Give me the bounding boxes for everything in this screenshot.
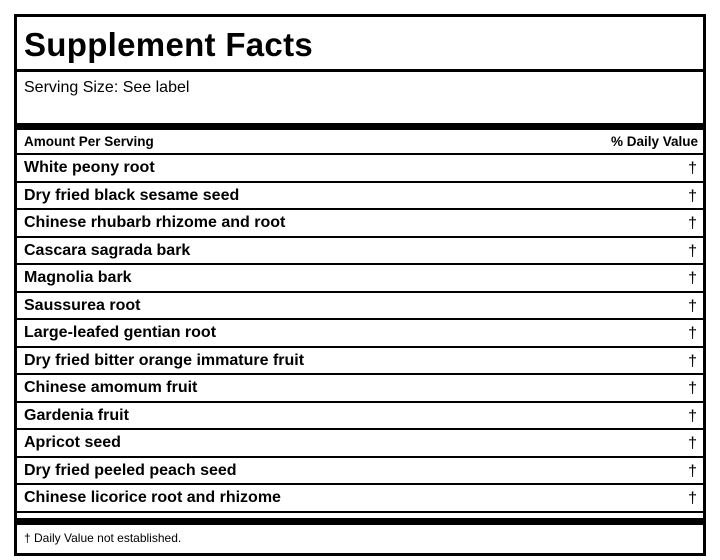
ingredient-name: Saussurea root	[24, 296, 141, 314]
ingredient-name: Chinese rhubarb rhizome and root	[24, 214, 286, 231]
ingredient-daily-value: †	[688, 325, 697, 342]
ingredient-daily-value: †	[688, 352, 697, 370]
ingredient-name: Cascara sagrada bark	[24, 241, 191, 259]
ingredient-daily-value: †	[688, 435, 697, 452]
daily-value-footnote: † Daily Value not established.	[24, 531, 182, 545]
ingredient-row	[17, 210, 703, 238]
ingredient-daily-value: †	[688, 187, 697, 205]
column-header-row	[17, 130, 703, 155]
serving-section	[17, 72, 703, 123]
ingredient-daily-value: †	[688, 297, 697, 315]
ingredient-name: Dry fried bitter orange immature fruit	[24, 351, 305, 369]
ingredient-row	[17, 293, 703, 321]
thick-divider-bottom	[17, 518, 703, 525]
ingredient-daily-value: †	[688, 380, 697, 397]
ingredient-row	[17, 430, 703, 458]
ingredient-name: Dry fried black sesame seed	[24, 186, 240, 204]
ingredient-row	[17, 320, 703, 348]
ingredient-daily-value: †	[688, 490, 697, 507]
ingredient-name: Chinese licorice root and rhizome	[24, 489, 281, 506]
ingredient-name: Dry fried peeled peach seed	[24, 461, 237, 479]
panel-title: Supplement Facts	[24, 26, 314, 63]
serving-size: Serving Size: See label	[24, 79, 190, 96]
ingredient-row	[17, 375, 703, 403]
ingredient-daily-value: †	[688, 160, 697, 177]
ingredient-row	[17, 348, 703, 376]
ingredient-row	[17, 155, 703, 183]
ingredient-name: White peony root	[24, 159, 155, 176]
daily-value-header: % Daily Value	[610, 134, 698, 149]
ingredient-list	[17, 155, 703, 513]
ingredient-row	[17, 265, 703, 293]
ingredient-daily-value: †	[688, 270, 697, 287]
ingredient-name: Large-leafed gentian root	[24, 324, 217, 341]
supplement-facts-panel	[14, 14, 706, 556]
ingredient-name: Apricot seed	[24, 434, 121, 451]
ingredient-daily-value: †	[688, 242, 697, 260]
thick-divider-top	[17, 123, 703, 130]
ingredient-row	[17, 183, 703, 211]
ingredient-name: Gardenia fruit	[24, 406, 129, 424]
ingredient-row	[17, 238, 703, 266]
ingredient-row	[17, 485, 703, 513]
ingredient-daily-value: †	[688, 407, 697, 425]
ingredient-row	[17, 458, 703, 486]
ingredient-daily-value: †	[688, 215, 697, 232]
title-section	[17, 17, 703, 72]
ingredient-name: Chinese amomum fruit	[24, 379, 198, 396]
ingredient-name: Magnolia bark	[24, 269, 132, 286]
ingredient-row	[17, 403, 703, 431]
ingredient-daily-value: †	[688, 462, 697, 480]
amount-per-serving-header: Amount Per Serving	[24, 134, 154, 149]
